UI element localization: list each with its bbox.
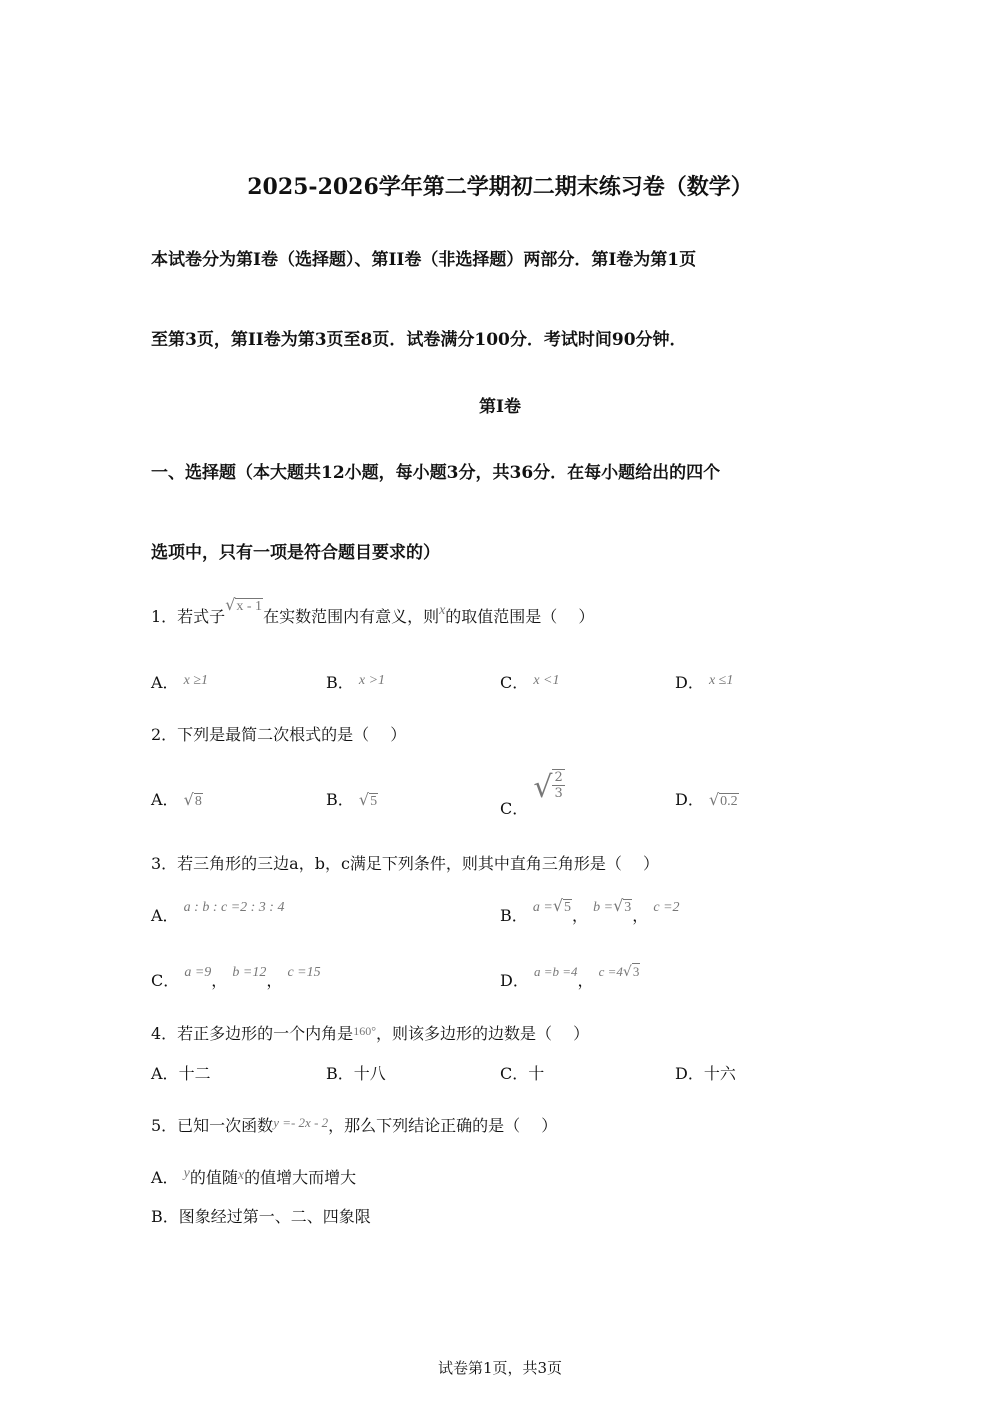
q1-option-b[interactable]: B． x >1: [326, 673, 386, 692]
q4-option-c[interactable]: C．十: [500, 1064, 545, 1083]
q1-option-a[interactable]: A． x ≥1: [151, 673, 209, 692]
question-2: 2．下列是最简二次根式的是（ ）: [151, 725, 407, 744]
q1-radicand: x - 1: [236, 599, 263, 614]
q2-option-d[interactable]: D． √0.2: [675, 790, 738, 809]
question-3: 3．若三角形的三边a，b，c满足下列条件，则其中直角三角形是（ ）: [151, 854, 660, 873]
q5-function: y =- 2x - 2: [273, 1115, 329, 1130]
q2-option-b[interactable]: B． √5: [326, 790, 378, 809]
intro-line-1: 本试卷分为第I卷（选择题）、第II卷（非选择题）两部分．第I卷为第1页: [151, 250, 697, 270]
q4-option-a[interactable]: A．十二: [151, 1064, 211, 1083]
question-5: 5．已知一次函数$^{y =- 2x - 2}$，那么下列结论正确的是（ ）: [151, 1115, 558, 1135]
q3-option-a[interactable]: A． a : b : c =2 : 3 : 4: [151, 900, 285, 925]
q4-option-d[interactable]: D．十六: [675, 1064, 736, 1083]
q2-option-a[interactable]: A． √8: [151, 790, 202, 809]
q1-option-d[interactable]: D． x ≤1: [675, 673, 734, 692]
page-footer: 试卷第1页，共3页: [437, 1359, 563, 1377]
question-1: 1．若式子√x - 1在实数范围内有意义，则x的取值范围是（ ）: [151, 595, 595, 626]
q3-option-d[interactable]: D． $^{a =b =4}$， c =4√3: [500, 964, 640, 990]
question-4: 4．若正多边形的一个内角是$^{160^\circ}$，则该多边形的边数是（ ）: [151, 1024, 590, 1043]
q3-option-c[interactable]: C． a =9， b =12， c =15: [151, 965, 321, 990]
q4-option-b[interactable]: B．十八: [326, 1064, 386, 1083]
q2-option-c[interactable]: C． √ $\frac{2}{3}$: [500, 769, 563, 818]
part-title: 第I卷: [479, 397, 521, 417]
section-line-1: 一、选择题（本大题共12小题，每小题3分，共36分．在每小题给出的四个: [151, 463, 721, 483]
q5-option-a[interactable]: A． y的值随x的值增大而增大: [151, 1166, 357, 1187]
q5-option-b[interactable]: B．图象经过第一、二、四象限: [151, 1207, 371, 1226]
exam-title: 2025-2026学年第二学期初二期末练习卷（数学）: [247, 174, 753, 200]
q1-var: x: [439, 603, 446, 618]
q3-option-b[interactable]: B． a =√5， b =√3， c =2: [500, 896, 680, 925]
q4-angle: 160°: [353, 1024, 376, 1038]
intro-line-2: 至第3页，第II卷为第3页至8页．试卷满分100分．考试时间90分钟．: [151, 330, 687, 350]
q1-option-c[interactable]: C． x <1: [500, 673, 560, 692]
section-line-2: 选项中，只有一项是符合题目要求的）: [151, 543, 440, 563]
